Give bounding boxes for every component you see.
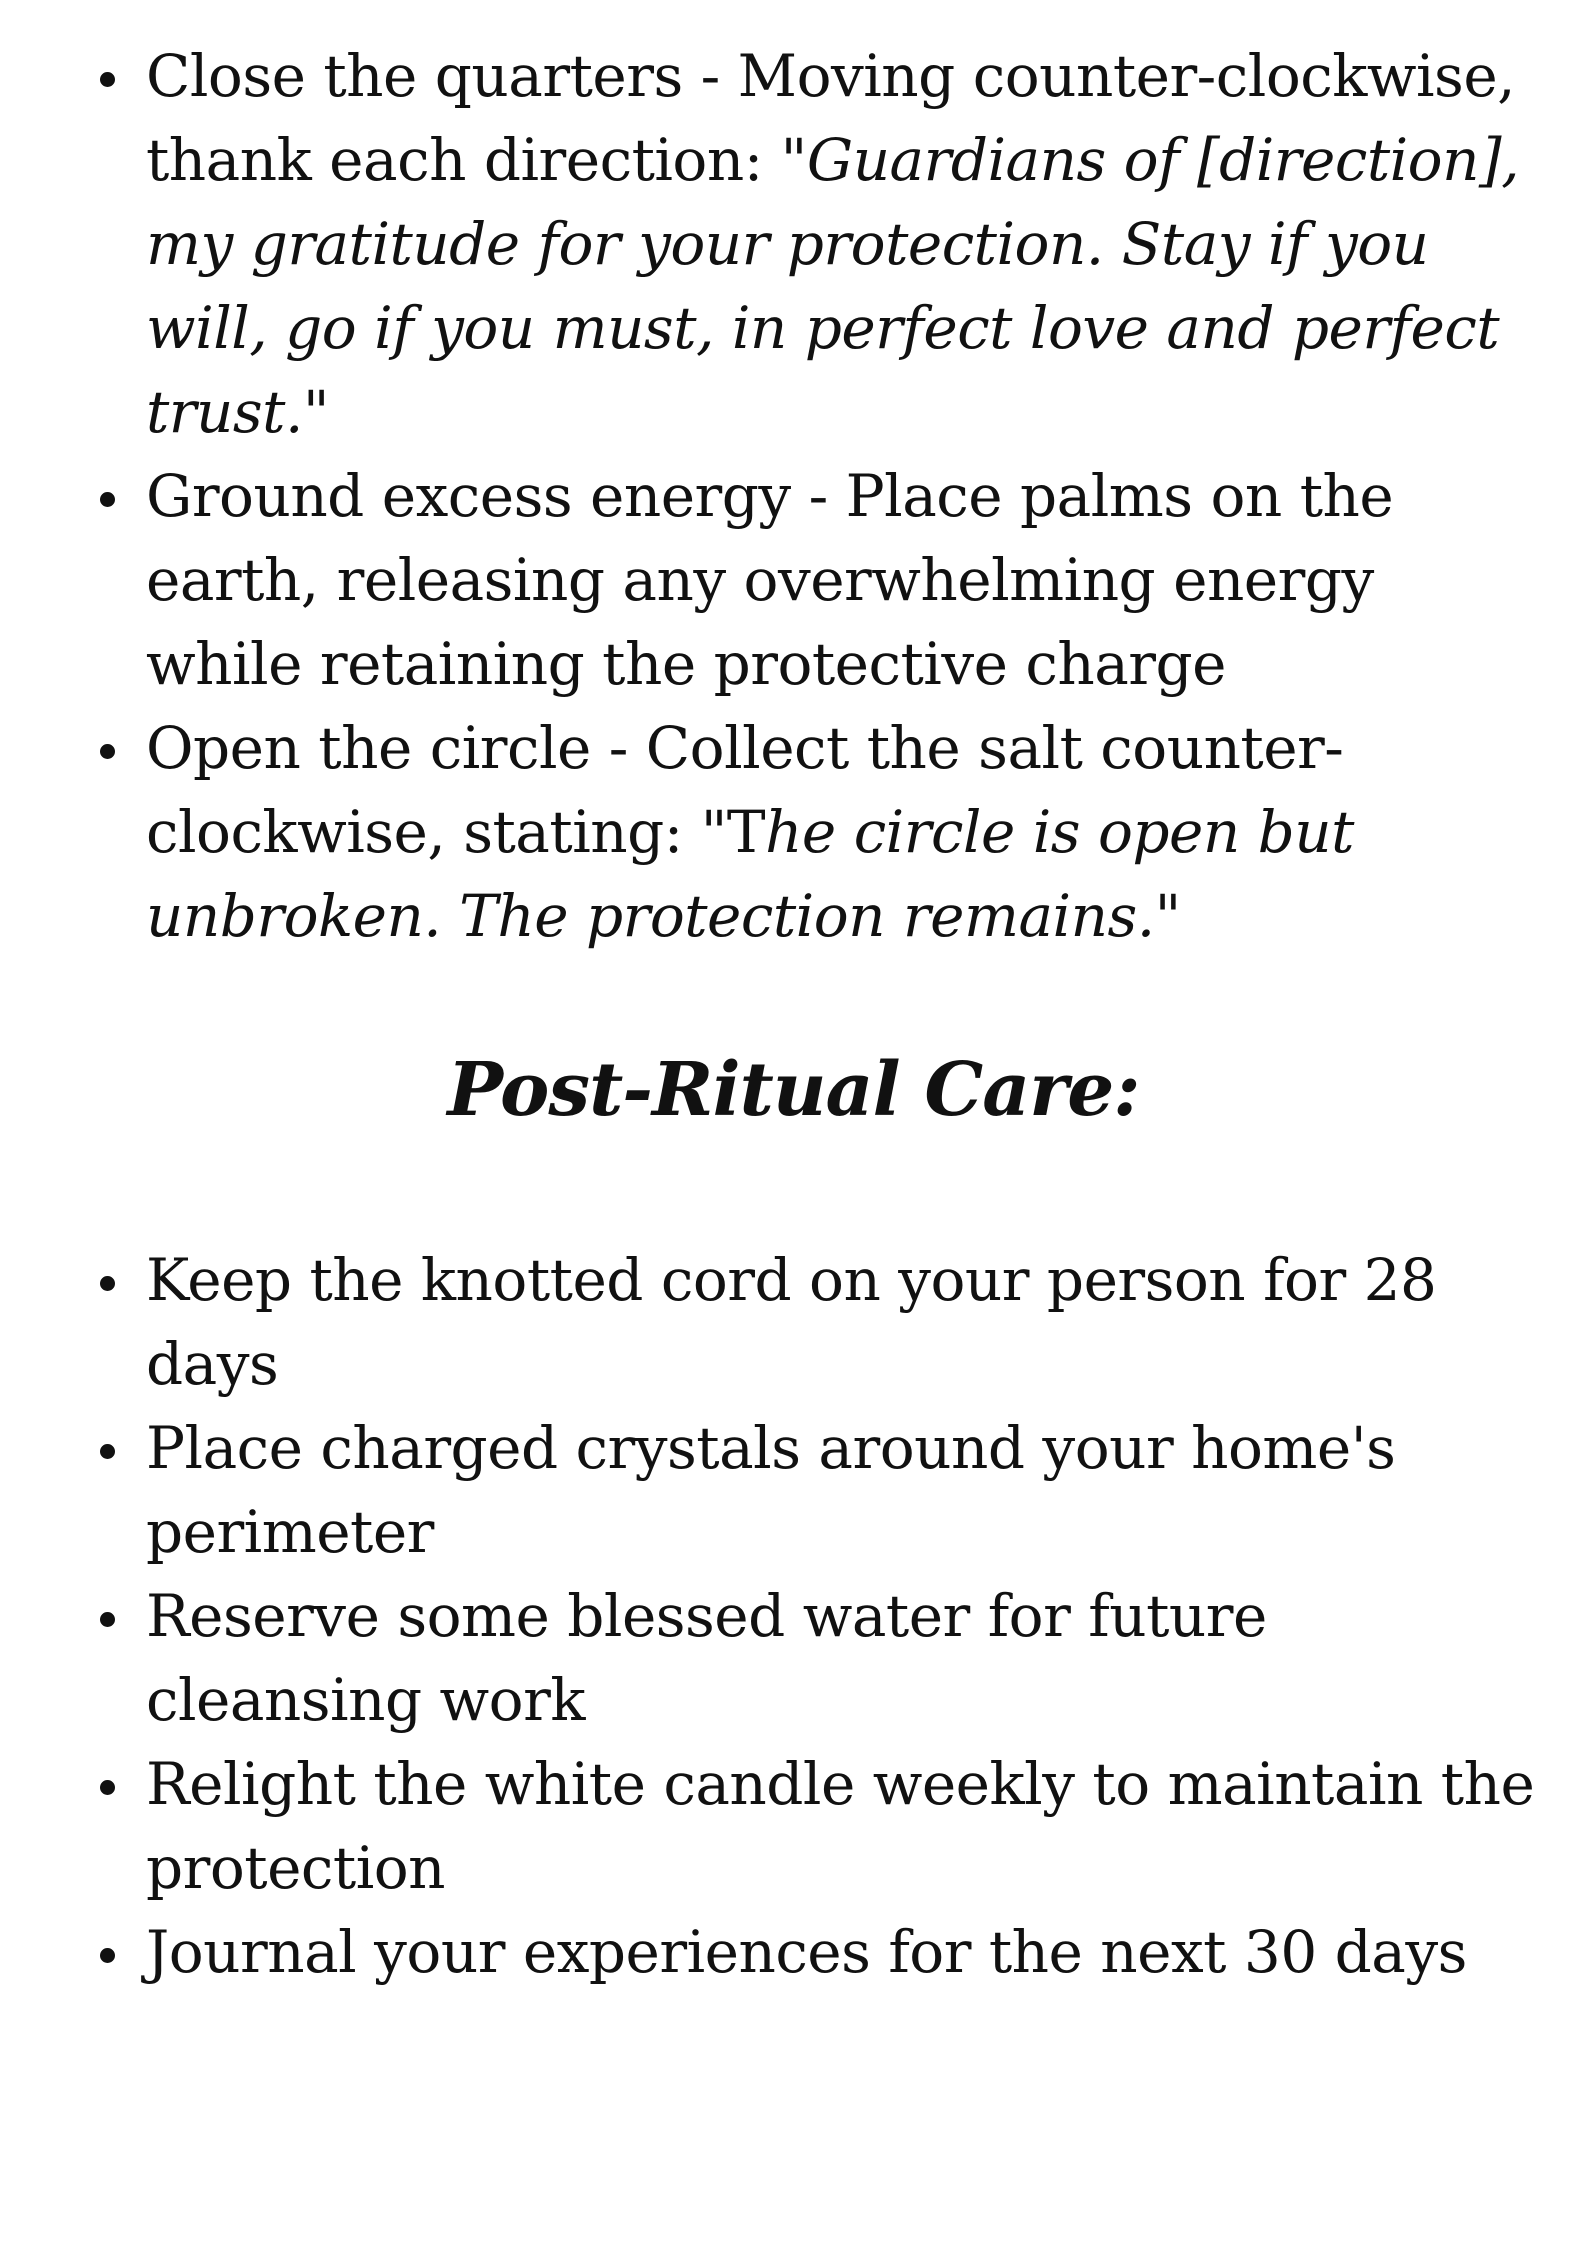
bullet-icon	[100, 1780, 115, 1795]
closing-steps-list	[0, 34, 1587, 958]
bullet-icon	[100, 1612, 115, 1627]
step-text: Ground excess energy - Place palms on the earth, releasing any overwhelming energy while retaining the protective charge	[146, 462, 1394, 698]
bullet-icon	[100, 72, 115, 87]
bullet-icon	[100, 1948, 115, 1963]
step-tail: "	[302, 378, 330, 446]
care-item-text: Reserve some blessed water for future cleansing work	[146, 1582, 1267, 1734]
list-item	[0, 706, 1587, 958]
list-item	[0, 454, 1587, 706]
bullet-icon	[100, 492, 115, 507]
step-quote: he circle is open but unbroken. The protection remains."	[146, 798, 1354, 950]
care-item-text: Relight the white candle weekly to maintain the protection	[146, 1750, 1535, 1902]
list-item	[0, 1910, 1587, 1994]
list-item	[0, 1406, 1587, 1574]
list-item	[0, 34, 1587, 454]
bullet-icon	[100, 1276, 115, 1291]
list-item	[0, 1574, 1587, 1742]
bullet-icon	[100, 1444, 115, 1459]
step-quote: Guardians of [direction], my gratitude for your protection. Stay if you will, go if you must, in perfect love and perfect trust.	[146, 126, 1520, 446]
list-item	[0, 1238, 1587, 1406]
bullet-icon	[100, 744, 115, 759]
step-text: Open the circle - Collect the salt counter-clockwise, stating: "T	[146, 714, 1344, 866]
step-text: Close the quarters - Moving counter-clockwise, thank each direction: "	[146, 42, 1516, 194]
section-heading: Post-Ritual Care:	[447, 1047, 1140, 1133]
care-item-text: Place charged crystals around your home's perimeter	[146, 1414, 1396, 1566]
care-item-text: Keep the knotted cord on your person for 28 days	[146, 1246, 1437, 1398]
list-item	[0, 1742, 1587, 1910]
post-ritual-care-list	[0, 1238, 1587, 1994]
care-item-text: Journal your experiences for the next 30 days	[146, 1918, 1467, 1986]
